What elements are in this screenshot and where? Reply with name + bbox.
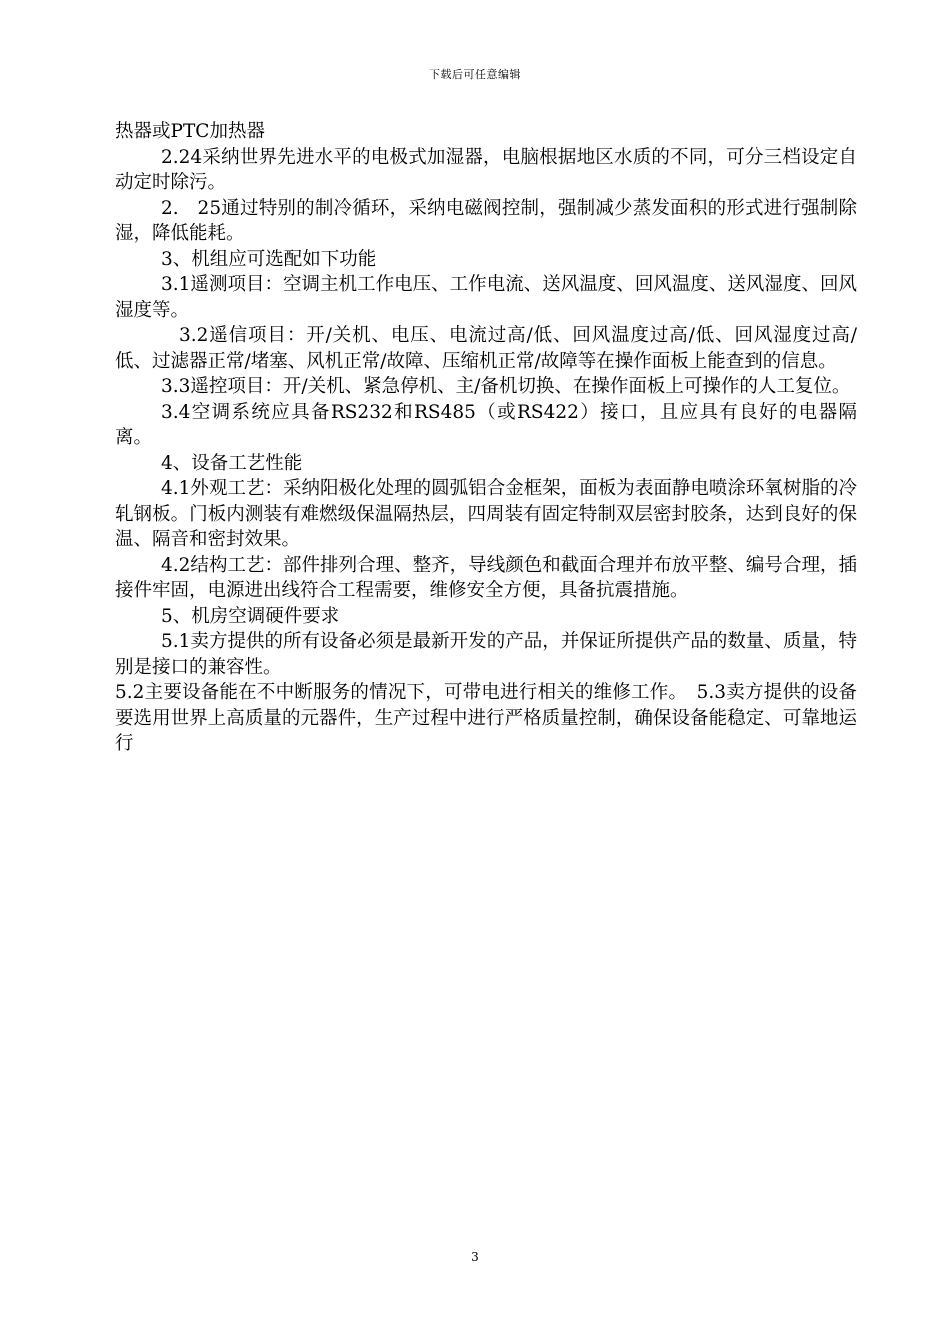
page-number: 3 — [471, 1250, 479, 1264]
page-header: 下载后可任意编辑 — [429, 68, 521, 81]
paragraph-5-1: 5.1卖方提供的所有设备必须是最新开发的产品，并保证所提供产品的数量、质量，特别是接口的兼容性。 — [115, 631, 857, 678]
document-body — [115, 119, 857, 757]
paragraph-2-25: 2. 25通过特别的制冷循环，采纳电磁阀控制，强制减少蒸发面积的形式进行强制除湿，降低能耗。 — [115, 197, 857, 244]
paragraph-4-2: 4.2结构工艺：部件排列合理、整齐，导线颜色和截面合理并布放平整、编号合理，插接件牢固，电源进出线符合工程需要，维修安全方便，具备抗震措施。 — [115, 554, 857, 601]
paragraph-continuation: 热器或PTC加热器 — [115, 121, 265, 142]
paragraph-2-24: 2.24采纳世界先进水平的电极式加湿器，电脑根据地区水质的不同，可分三档设定自动定时除污。 — [115, 146, 857, 193]
section-heading-3: 3、机组应可选配如下功能 — [161, 248, 377, 270]
paragraph-3-4: 3.4空调系统应具备RS232和RS485（或RS422）接口，且应具有良好的电器隔离。 — [115, 401, 857, 448]
section-heading-4: 4、设备工艺性能 — [161, 452, 303, 474]
paragraph-3-3: 3.3遥控项目：开/关机、紧急停机、主/备机切换、在操作面板上可操作的人工复位。 — [161, 376, 851, 397]
paragraph-5-2-5-3: 5.2主要设备能在不中断服务的情况下，可带电进行相关的维修工作。 5.3卖方提供的设备要选用世界上高质量的元器件，生产过程中进行严格质量控制，确保设备能稳定、可靠地运行 — [115, 682, 857, 754]
paragraph-3-1: 3.1遥测项目：空调主机工作电压、工作电流、送风温度、回风温度、送风湿度、回风湿度等。 — [115, 274, 857, 321]
paragraph-4-1: 4.1外观工艺：采纳阳极化处理的圆弧铝合金框架，面板为表面静电喷涂环氧树脂的冷轧钢板。门板内测装有难燃级保温隔热层，四周装有固定特制双层密封胶条，达到良好的保温、隔音和密封效果。 — [115, 478, 857, 550]
section-heading-5: 5、机房空调硬件要求 — [161, 605, 340, 627]
paragraph-3-2: 3.2遥信项目：开/关机、电压、电流过高/低、回风温度过高/低、回风湿度过高/低、过滤器正常/堵塞、风机正常/故障、压缩机正常/故障等在操作面板上能查到的信息。 — [115, 325, 857, 372]
